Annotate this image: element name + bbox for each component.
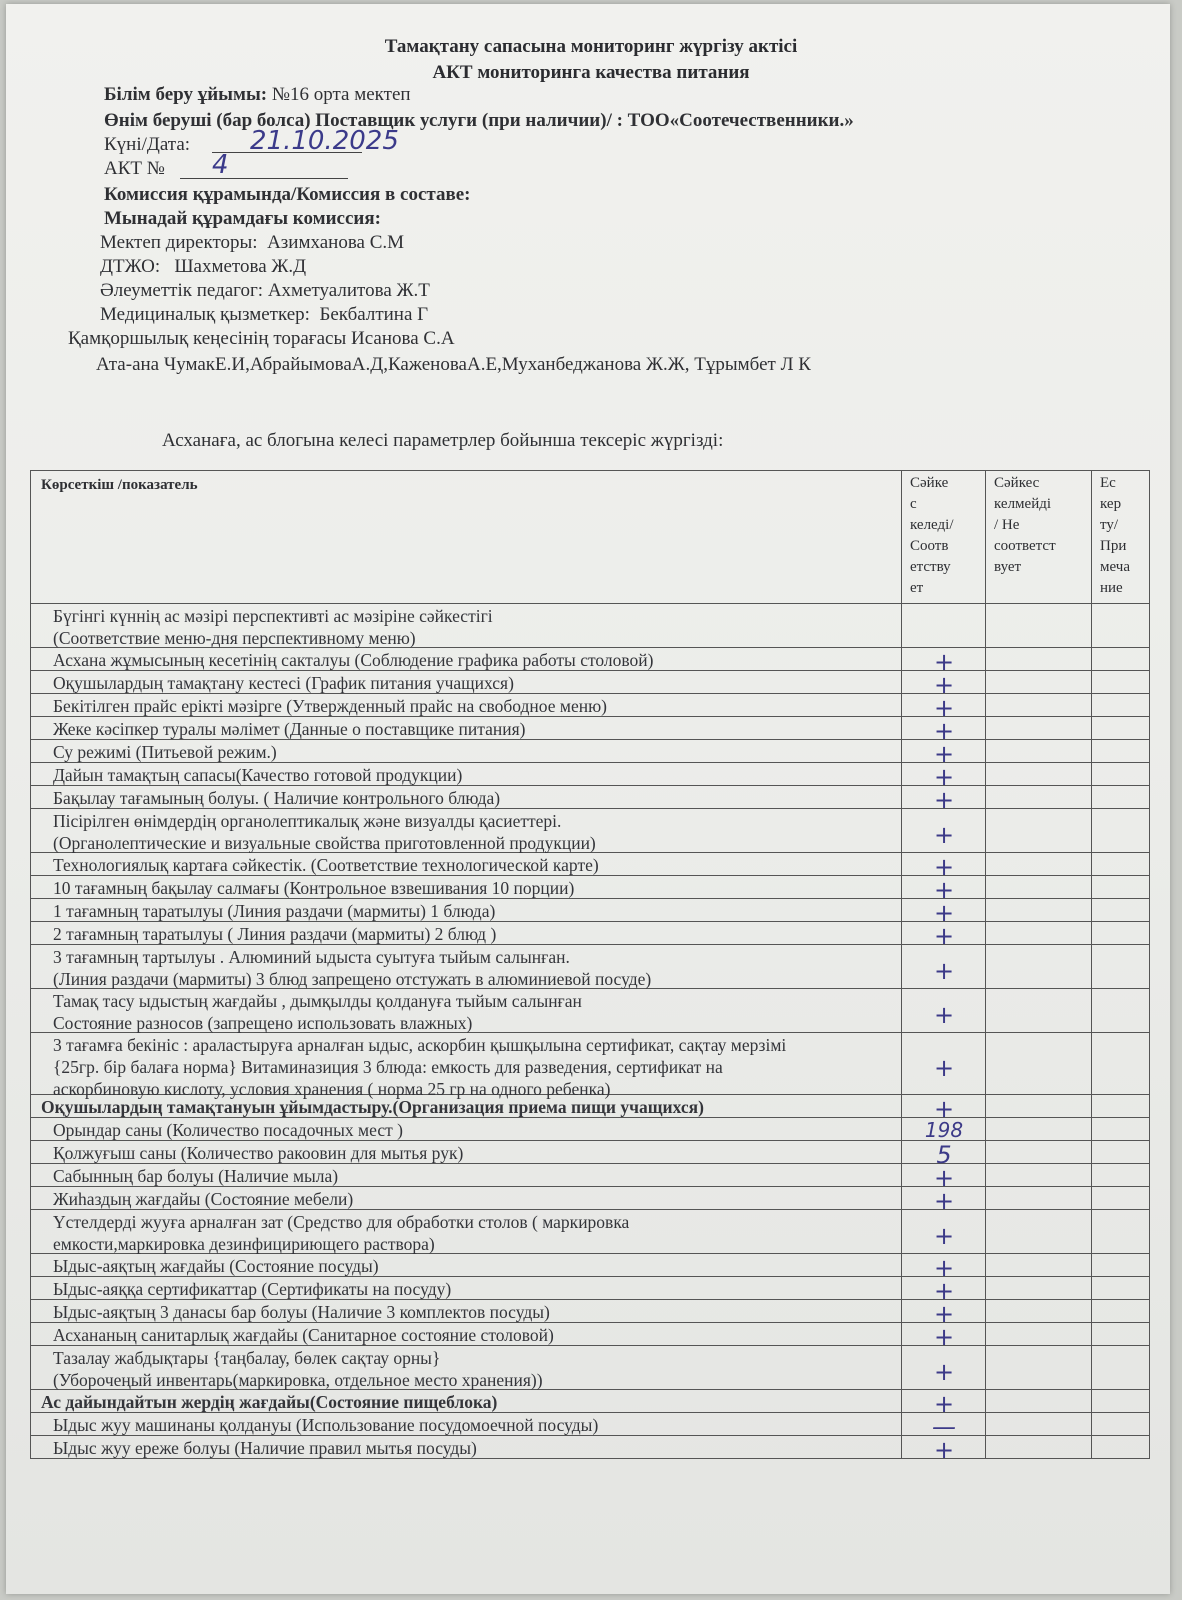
table-row (30, 922, 1150, 950)
table-row (30, 1164, 1150, 1192)
row-indicator-line: Бүгінгі күннің ас мәзірі перспективті ас мәзіріне сәйкестігі (53, 606, 493, 626)
row-note-cell (1091, 604, 1151, 647)
row-match-cell (901, 1436, 985, 1464)
row-nomatch-cell (985, 671, 1091, 693)
row-indicator-line: 2 тағамның таратылуы ( Линия раздачи (мармиты) 2 блюд ) (53, 924, 497, 944)
row-match-cell (901, 694, 985, 722)
row-note-cell (1091, 989, 1151, 1032)
row-match-cell (901, 1346, 985, 1389)
handwritten-mark: + (933, 1095, 955, 1123)
row-nomatch-cell (985, 899, 1091, 921)
row-indicator (31, 763, 901, 786)
handwritten-mark: + (933, 1001, 955, 1029)
handwritten-mark: + (933, 1054, 955, 1082)
row-indicator (31, 1187, 901, 1210)
row-indicator-line: Оқушылардың тамақтану кестесі (График питания учащихся) (53, 673, 514, 693)
row-match-cell (901, 1254, 985, 1282)
table-row (30, 1277, 1150, 1305)
table-row (30, 763, 1150, 791)
table-row (30, 1413, 1150, 1441)
member-director: Мектеп директоры: Азимханова С.М (100, 232, 405, 253)
header-indicator: Көрсеткіш /показатель (41, 477, 198, 493)
row-indicator-line: Ыдыс жуу ереже болуы (Наличие правил мытья посуды) (53, 1438, 477, 1458)
row-indicator (31, 1390, 901, 1413)
table-row (30, 1323, 1150, 1351)
row-match-cell (901, 945, 985, 988)
row-nomatch-cell (985, 1164, 1091, 1186)
row-match-cell (901, 1095, 985, 1123)
row-indicator (31, 694, 901, 717)
handwritten-mark: + (933, 740, 955, 768)
row-note-cell (1091, 876, 1151, 898)
table-row (30, 876, 1150, 904)
row-indicator-line: 3 тағамның тартылуы . Алюминий ыдыста суытуға тыйым салынған. (53, 947, 570, 967)
supplier-line (104, 110, 854, 132)
row-indicator-line: Қолжуғыш саны (Количество ракоовин для мытья рук) (53, 1143, 464, 1163)
row-match-cell (901, 604, 985, 647)
table-row (30, 786, 1150, 814)
row-indicator (31, 717, 901, 740)
row-note-cell (1091, 648, 1151, 670)
row-indicator (31, 1095, 901, 1118)
row-note-cell (1091, 671, 1151, 693)
row-match-cell (901, 763, 985, 791)
title-kz: Тамақтану сапасына мониторинг жүргізу актісі (384, 36, 798, 57)
row-nomatch-cell (985, 1033, 1091, 1094)
handwritten-mark: + (933, 1222, 955, 1250)
row-indicator-line: (Органолептические и визуальные свойства приготовленной продукции) (53, 833, 596, 853)
row-note-cell (1091, 1033, 1151, 1094)
table-row (30, 1254, 1150, 1282)
row-match-cell (901, 1210, 985, 1253)
row-indicator-line: Технологиялық картаға сәйкестік. (Соответствие технологической карте) (53, 855, 599, 875)
member-board: Қамқоршылық кеңесінің торағасы Исанова С.А (68, 328, 455, 349)
row-match-cell (901, 786, 985, 814)
row-indicator (31, 1323, 901, 1346)
row-indicator-line: Ас дайындайтын жердің жағдайы(Состояние пищеблока) (41, 1392, 498, 1412)
row-indicator-line: Жиһаздың жағдайы (Состояние мебели) (53, 1189, 354, 1209)
commission-label: Комиссия құрамында/Комиссия в составе: (104, 184, 471, 205)
row-note-cell (1091, 763, 1151, 785)
row-note-cell (1091, 945, 1151, 988)
row-indicator (31, 1210, 901, 1255)
row-indicator (31, 604, 901, 649)
row-indicator-line: Бекітілген прайс ерікті мәзірге (Утвержденный прайс на свободное меню) (53, 696, 607, 716)
row-indicator (31, 740, 901, 763)
row-note-cell (1091, 1436, 1151, 1458)
row-match-cell (901, 1164, 985, 1192)
row-indicator-line: Ыдыс-аяққа сертификаттар (Сертификаты на посуду) (53, 1279, 452, 1299)
row-note-cell (1091, 1346, 1151, 1389)
row-nomatch-cell (985, 1118, 1091, 1140)
handwritten-mark: + (933, 1358, 955, 1386)
row-indicator-line: Пісірілген өнімдердің органолептикалық және визуалды қасиеттері. (53, 811, 562, 831)
row-nomatch-cell (985, 604, 1091, 647)
handwritten-mark: + (933, 922, 955, 950)
row-note-cell (1091, 740, 1151, 762)
row-nomatch-cell (985, 1210, 1091, 1253)
row-indicator-line: Состояние разносов (запрещено использовать влажных) (53, 1013, 473, 1033)
row-indicator-line: Асхананың санитарлық жағдайы (Санитарное состояние столовой) (53, 1325, 554, 1345)
row-indicator-line: Тазалау жабдықтары {таңбалау, бөлек сақтау орны} (53, 1348, 441, 1368)
row-match-cell (901, 876, 985, 904)
row-indicator (31, 648, 901, 671)
row-note-cell (1091, 1141, 1151, 1163)
row-nomatch-cell (985, 1095, 1091, 1117)
row-nomatch-cell (985, 809, 1091, 852)
row-indicator (31, 1300, 901, 1323)
handwritten-mark: + (933, 899, 955, 927)
row-nomatch-cell (985, 1323, 1091, 1345)
handwritten-mark: + (933, 717, 955, 745)
row-indicator (31, 1277, 901, 1300)
row-nomatch-cell (985, 648, 1091, 670)
header-match: Сәйке с келеді/ Соотв етству ет (901, 471, 985, 605)
row-note-cell (1091, 1095, 1151, 1117)
row-indicator-line: 1 тағамның таратылуы (Линия раздачи (мармиты) 1 блюда) (53, 901, 496, 921)
row-nomatch-cell (985, 1413, 1091, 1435)
row-match-cell (901, 671, 985, 699)
handwritten-mark: + (933, 1390, 955, 1418)
row-indicator (31, 1141, 901, 1164)
row-nomatch-cell (985, 945, 1091, 988)
row-indicator (31, 1436, 901, 1459)
row-nomatch-cell (985, 1390, 1091, 1412)
handwritten-mark: 5 (936, 1141, 952, 1169)
row-nomatch-cell (985, 717, 1091, 739)
table-row (30, 853, 1150, 881)
row-indicator (31, 1254, 901, 1277)
row-indicator-line: аскорбиновую кислоту, условия хранения ( норма 25 гр на одного ребенка) (53, 1079, 611, 1099)
table-row (30, 1346, 1150, 1390)
row-note-cell (1091, 1210, 1151, 1253)
header-nomatch: Сәйкес келмейді / Не соответст вует (985, 471, 1091, 605)
row-match-cell (901, 740, 985, 768)
member-medical: Медициналық қызметкер: Бекбалтина Г (100, 304, 429, 325)
row-match-cell (901, 1323, 985, 1351)
table-row (30, 1141, 1150, 1169)
row-nomatch-cell (985, 989, 1091, 1032)
handwritten-mark: + (933, 694, 955, 722)
row-indicator-line: (Уборочеңый инвентарь(маркировка, отдельное место хранения)) (53, 1370, 543, 1390)
row-indicator-line: Сабынның бар болуы (Наличие мыла) (53, 1166, 339, 1186)
handwritten-mark: + (933, 1254, 955, 1282)
table-row (30, 989, 1150, 1033)
handwritten-mark: + (933, 821, 955, 849)
row-indicator (31, 1118, 901, 1141)
supplier-value: ТОО«Соотечественники.» (627, 110, 854, 131)
act-value: 4 (212, 150, 229, 180)
row-indicator (31, 989, 901, 1034)
handwritten-mark: + (933, 648, 955, 676)
row-indicator-line: емкости,маркировка дезинфицириющего раствора) (53, 1234, 435, 1254)
row-nomatch-cell (985, 853, 1091, 875)
row-indicator-line: Жеке кәсіпкер туралы мәлімет (Данные о поставщике питания) (53, 719, 526, 739)
row-nomatch-cell (985, 922, 1091, 944)
row-match-cell (901, 1390, 985, 1418)
row-match-cell (901, 1277, 985, 1305)
row-indicator-line: Ыдыс-аяқтың 3 данасы бар болуы (Наличие 3 комплектов посуды) (53, 1302, 550, 1322)
title-ru: АКТ мониторинга качества питания (432, 62, 750, 83)
table-row (30, 1187, 1150, 1215)
row-note-cell (1091, 1300, 1151, 1322)
table-row (30, 1210, 1150, 1254)
row-note-cell (1091, 809, 1151, 852)
header-note: Ес кер ту/ При меча ние (1091, 471, 1151, 605)
row-nomatch-cell (985, 740, 1091, 762)
handwritten-mark: + (933, 1436, 955, 1464)
row-note-cell (1091, 853, 1151, 875)
row-indicator-line: Тамақ тасу ыдыстың жағдайы , дымқылды қолдануға тыйым салынған (53, 991, 582, 1011)
table-row (30, 740, 1150, 768)
date-value: 21.10.2025 (250, 126, 399, 156)
table-row (30, 671, 1150, 699)
row-nomatch-cell (985, 763, 1091, 785)
row-match-cell (901, 899, 985, 927)
row-match-cell (901, 1300, 985, 1328)
row-indicator-line: (Соответствие меню-дня перспективному меню) (53, 628, 416, 648)
table-row (30, 604, 1150, 648)
act-underline (180, 178, 348, 179)
handwritten-mark: + (933, 1300, 955, 1328)
row-note-cell (1091, 717, 1151, 739)
row-match-cell (901, 1033, 985, 1094)
handwritten-mark: + (933, 1323, 955, 1351)
handwritten-mark: + (933, 763, 955, 791)
row-match-cell (901, 853, 985, 881)
row-indicator (31, 671, 901, 694)
row-indicator-line: Бақылау тағамының болуы. ( Наличие контрольного блюда) (53, 788, 501, 808)
row-indicator-line: Ыдыс-аяқтың жағдайы (Состояние посуды) (53, 1256, 379, 1276)
row-indicator-line: 10 тағамның бақылау салмағы (Контрольное взвешивания 10 порции) (53, 878, 575, 898)
row-indicator-line: Ыдыс жуу машинаны қолдануы (Использование посудомоечной посуды) (53, 1415, 599, 1435)
row-indicator (31, 786, 901, 809)
row-indicator-line: {25гр. бір балаға норма} Витаминазиция 3 блюда: емкость для разведения, сертификат на (53, 1057, 723, 1077)
row-indicator-line: Оқушылардың тамақтануын ұйымдастыру.(Организация приема пищи учащихся) (41, 1097, 704, 1117)
row-note-cell (1091, 1323, 1151, 1345)
act-label: АКТ № (104, 158, 165, 179)
table-row (30, 648, 1150, 676)
org-label: Білім беру ұйымы: (104, 84, 268, 105)
row-indicator (31, 899, 901, 922)
row-indicator (31, 876, 901, 899)
row-note-cell (1091, 922, 1151, 944)
inspection-subtitle: Асханаға, ас блогына келесі параметрлер бойынша тексеріс жүргізді: (162, 430, 724, 451)
date-label: Күні/Дата: (104, 134, 191, 155)
table-row (30, 809, 1150, 853)
row-indicator (31, 1164, 901, 1187)
row-note-cell (1091, 1413, 1151, 1435)
handwritten-mark: + (933, 786, 955, 814)
row-nomatch-cell (985, 1346, 1091, 1389)
row-note-cell (1091, 694, 1151, 716)
row-note-cell (1091, 1254, 1151, 1276)
row-match-cell (901, 717, 985, 745)
row-indicator (31, 1033, 901, 1100)
commission-sub: Мынадай құрамдағы комиссия: (104, 208, 381, 229)
member-parents: Ата-ана ЧумакЕ.И,АбрайымоваА.Д,КаженоваА.Е,Муханбеджанова Ж.Ж, Тұрымбет Л К (96, 354, 811, 375)
handwritten-mark: + (933, 1164, 955, 1192)
handwritten-mark: + (933, 1187, 955, 1215)
row-note-cell (1091, 1390, 1151, 1412)
handwritten-mark: 198 (924, 1118, 964, 1142)
handwritten-mark: + (933, 1277, 955, 1305)
row-indicator-line: Үстелдерді жууға арналған зат (Средство для обработки столов ( маркировка (53, 1212, 630, 1232)
row-note-cell (1091, 1187, 1151, 1209)
handwritten-mark: — (932, 1413, 956, 1441)
row-nomatch-cell (985, 1436, 1091, 1458)
row-match-cell (901, 1413, 985, 1441)
row-nomatch-cell (985, 1254, 1091, 1276)
row-match-cell (901, 1141, 985, 1169)
org-value: №16 орта мектеп (271, 84, 411, 105)
table-row (30, 717, 1150, 745)
table-header (30, 470, 1150, 604)
row-match-cell (901, 1118, 985, 1140)
member-social: Әлеуметтік педагог: Ахметуалитова Ж.Т (100, 280, 430, 301)
table-row (30, 1390, 1150, 1418)
row-note-cell (1091, 1118, 1151, 1140)
row-nomatch-cell (985, 1300, 1091, 1322)
table-row (30, 945, 1150, 989)
row-note-cell (1091, 899, 1151, 921)
row-note-cell (1091, 1277, 1151, 1299)
row-indicator-line: Асхана жұмысының кесетінің сакталуы (Соблюдение графика работы столовой) (53, 650, 654, 670)
row-indicator (31, 1346, 901, 1391)
row-nomatch-cell (985, 876, 1091, 898)
row-nomatch-cell (985, 786, 1091, 808)
handwritten-mark: + (933, 876, 955, 904)
row-match-cell (901, 1187, 985, 1215)
row-indicator-line: Су режимі (Питьевой режим.) (53, 742, 277, 762)
handwritten-mark: + (933, 671, 955, 699)
handwritten-mark: + (933, 853, 955, 881)
handwritten-mark: + (933, 957, 955, 985)
table-row (30, 1118, 1150, 1141)
row-indicator (31, 809, 901, 854)
row-nomatch-cell (985, 1187, 1091, 1209)
row-match-cell (901, 648, 985, 676)
row-indicator (31, 1413, 901, 1436)
row-indicator-line: (Линия раздачи (мармиты) 3 блюд запрещено отстужать в алюминиевой посуде) (53, 969, 652, 989)
table-row (30, 1033, 1150, 1099)
supplier-label: Өнім беруші (бар болса) Поставщик услуги (при наличии)/ : (104, 110, 623, 131)
row-indicator (31, 853, 901, 876)
row-indicator-line: 3 тағамға бекініс : араластыруға арналған ыдыс, аскорбин қышқылына сертификат, сақтау мерзімі (53, 1035, 787, 1055)
row-note-cell (1091, 1164, 1151, 1186)
table-row (30, 1436, 1150, 1464)
table-row (30, 1095, 1150, 1123)
table-row (30, 899, 1150, 927)
row-nomatch-cell (985, 694, 1091, 716)
row-indicator (31, 945, 901, 990)
row-match-cell (901, 809, 985, 852)
org-line (104, 84, 411, 106)
row-nomatch-cell (985, 1277, 1091, 1299)
row-indicator-line: Дайын тамақтың сапасы(Качество готовой продукции) (53, 765, 463, 785)
row-indicator-line: Орындар саны (Количество посадочных мест ) (53, 1120, 403, 1140)
row-indicator (31, 922, 901, 945)
table-row (30, 1300, 1150, 1328)
row-match-cell (901, 989, 985, 1032)
row-match-cell (901, 922, 985, 950)
table-row (30, 694, 1150, 722)
row-note-cell (1091, 786, 1151, 808)
row-nomatch-cell (985, 1141, 1091, 1163)
member-deputy: ДТЖО: Шахметова Ж.Д (100, 256, 307, 277)
